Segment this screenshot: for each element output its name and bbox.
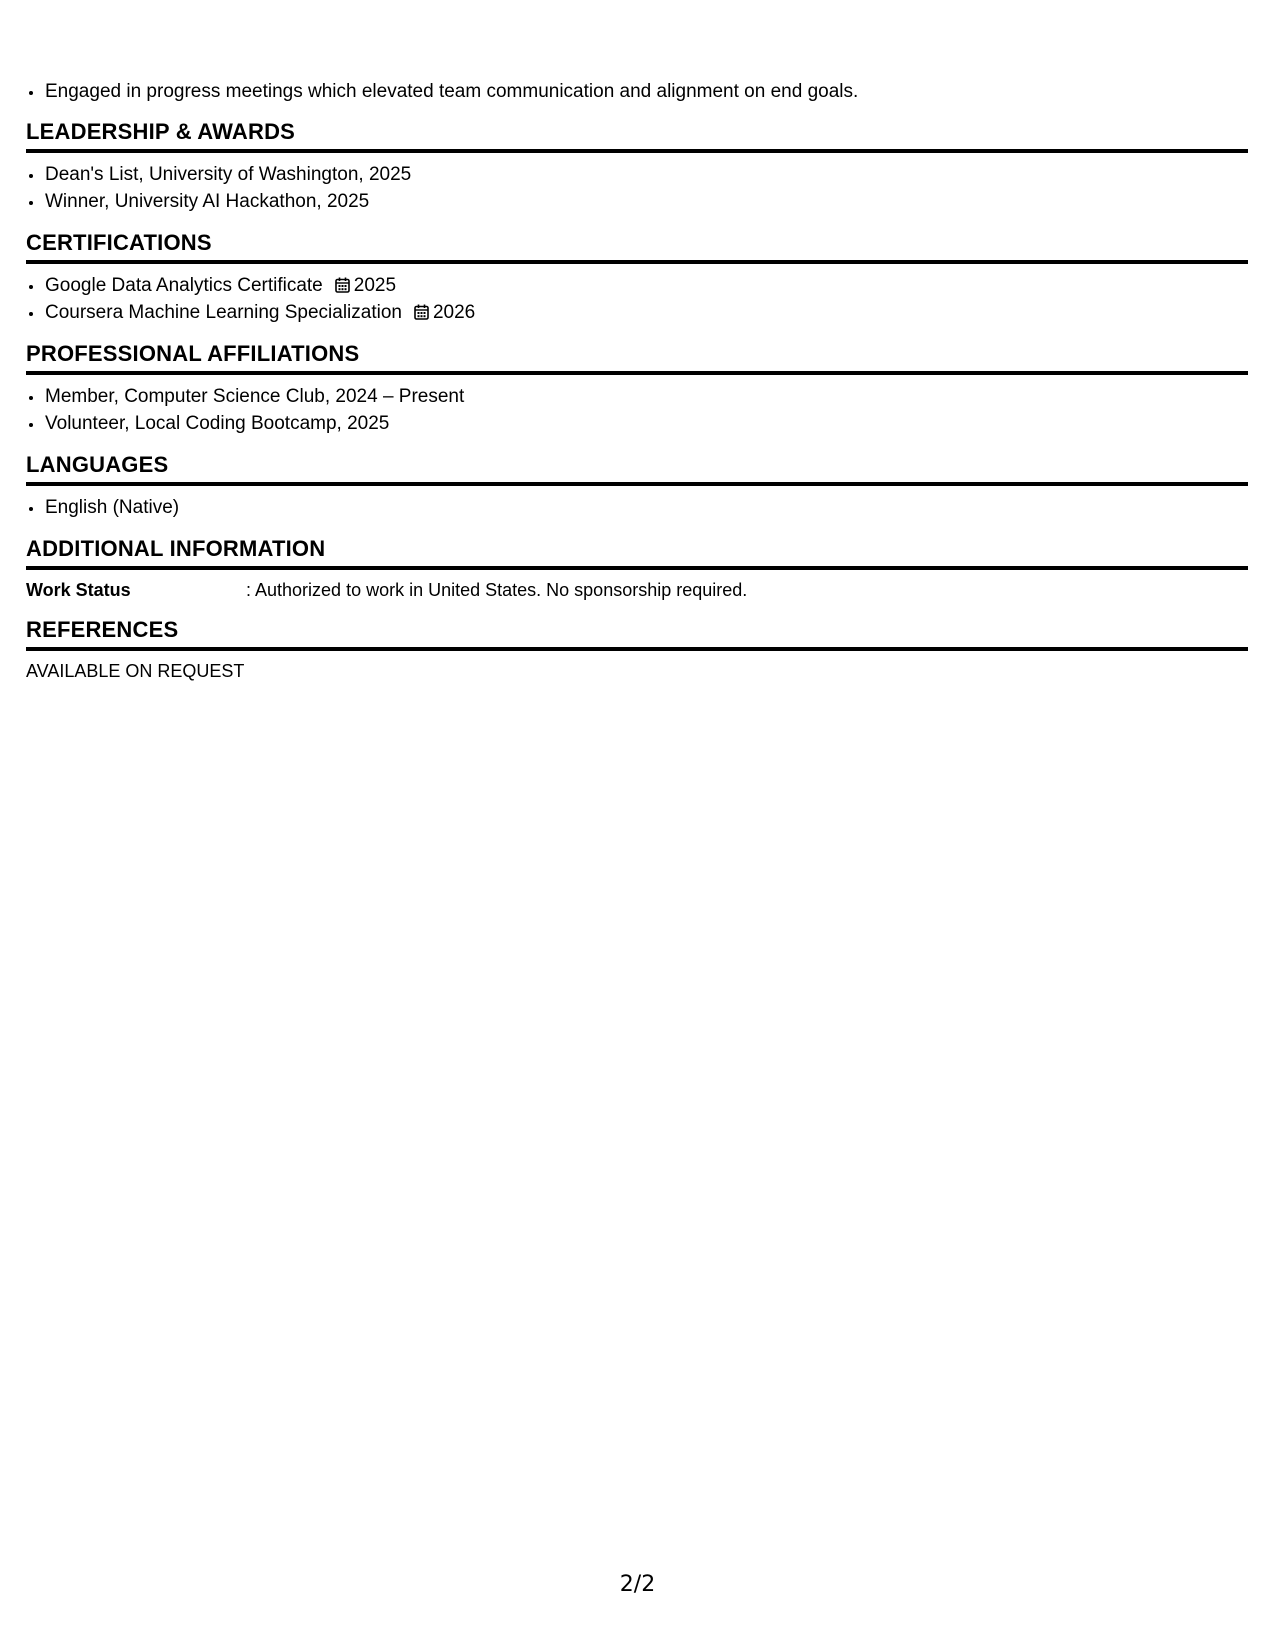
calendar-icon [335, 274, 350, 290]
leadership-item: • Winner, University AI Hackathon, 2025 [44, 188, 1248, 215]
additional-info-section [26, 535, 1248, 602]
certifications-heading: CERTIFICATIONS [26, 229, 1248, 264]
affiliations-list [26, 383, 1248, 437]
additional-info-heading: ADDITIONAL INFORMATION [26, 535, 1248, 570]
experience-continuation [26, 78, 1248, 105]
references-section [26, 616, 1248, 683]
affiliations-section [26, 340, 1248, 437]
certifications-list [26, 272, 1248, 326]
work-status-label: Work Status [26, 580, 131, 600]
leadership-section [26, 118, 1248, 215]
language-item: • English (Native) [44, 494, 1248, 521]
certification-name: Google Data Analytics Certificate [45, 275, 323, 296]
certification-item [44, 272, 1248, 299]
languages-section [26, 451, 1248, 521]
page-number: 2/2 [619, 1572, 656, 1597]
references-text: AVAILABLE ON REQUEST [26, 661, 245, 681]
languages-heading: LANGUAGES [26, 451, 1248, 486]
languages-list [26, 494, 1248, 521]
leadership-list [26, 161, 1248, 215]
affiliation-item: • Member, Computer Science Club, 2024 – Present [44, 383, 1248, 410]
references-heading: REFERENCES [26, 616, 1248, 651]
certification-year: 2025 [353, 275, 397, 296]
affiliations-heading: PROFESSIONAL AFFILIATIONS [26, 340, 1248, 375]
certification-name: Coursera Machine Learning Specialization [45, 302, 402, 323]
work-status-row [26, 578, 1248, 602]
leadership-item: • Dean's List, University of Washington, 2025 [44, 161, 1248, 188]
affiliation-item: • Volunteer, Local Coding Bootcamp, 2025 [44, 410, 1248, 437]
experience-bullet: • Engaged in progress meetings which elevated team communication and alignment on end goals. [44, 78, 1248, 105]
work-status-value: : Authorized to work in United States. No sponsorship required. [246, 580, 748, 600]
certification-year: 2026 [432, 302, 476, 323]
experience-bullet-list [26, 78, 1248, 105]
certification-item [44, 299, 1248, 326]
certifications-section [26, 229, 1248, 326]
calendar-icon [414, 301, 429, 317]
leadership-heading: LEADERSHIP & AWARDS [26, 118, 1248, 153]
